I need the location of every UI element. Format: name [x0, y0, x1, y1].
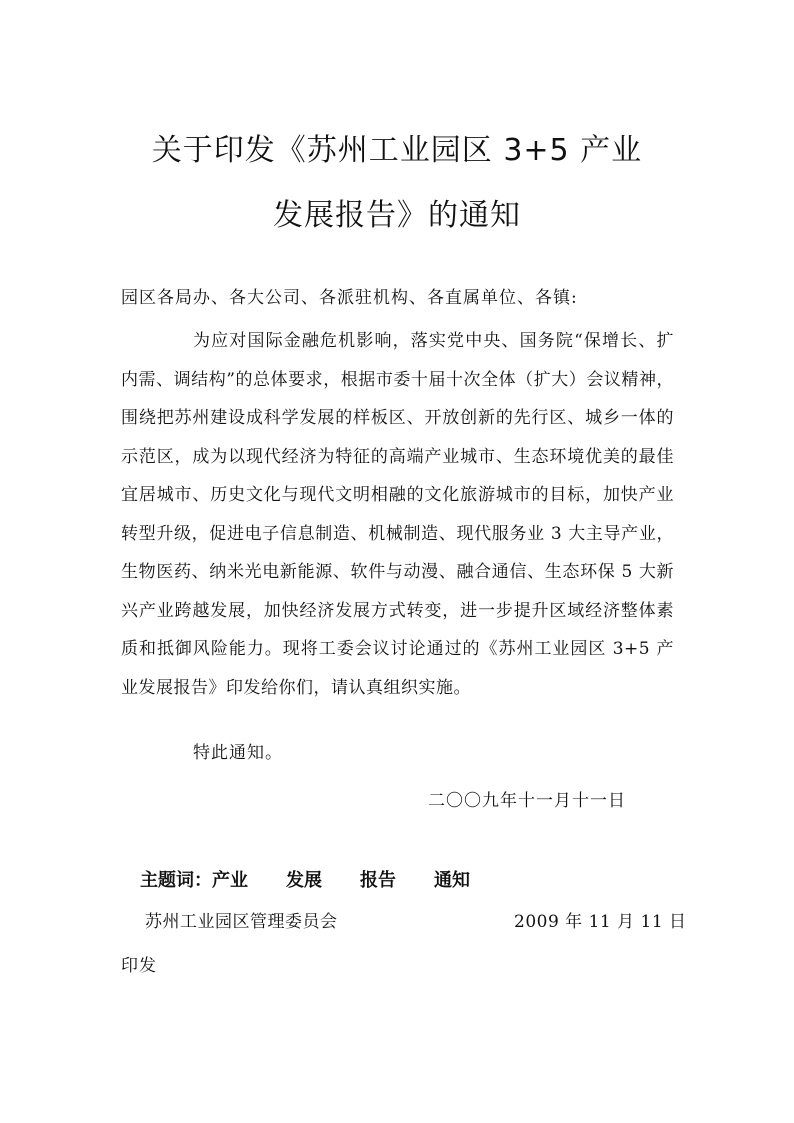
keyword: 报告	[360, 870, 396, 891]
keyword: 发展	[286, 870, 322, 891]
document-title-line-2: 发展报告》的通知	[273, 198, 521, 233]
issue-date: 2009 年 11 月 11 日	[514, 912, 687, 932]
keyword: 通知	[434, 870, 470, 891]
closing-remark: 特此通知。	[193, 743, 283, 763]
salutation: 园区各局办、各大公司、各派驻机构、各直属单位、各镇:	[121, 288, 578, 308]
subject-keywords	[140, 866, 508, 892]
keywords-label: 主题词：	[140, 870, 212, 891]
keyword: 产业	[212, 870, 248, 891]
issuing-organization: 苏州工业园区管理委员会	[145, 912, 338, 932]
body-paragraph: 为应对国际金融危机影响，落实党中央、国务院“保增长、扩内需、调结构”的总体要求，根据市委十届十次全体（扩大）会议精神，围绕把苏州建设成科学发展的样板区、开放创新的先行区、城乡一体的示范区，成为以现代经济为特征的高端产业城市、生态环境优美的最佳宜居城市、历史文化与现代文明相融的文化旅游城市的目标，加快产业转型升级，促进电子信息制造、机械制造、现代服务业 3 大主导产业，生物医药、纳米光电新能源、软件与动漫、融合通信、生态环保 5 大新兴产业跨越发展，加快经济发展方式转变，进一步提升区域经济整体素质和抵御风险能力。现将工委会议讨论通过的《苏州工业园区 3+5 产业发展报告》印发给你们，请认真组织实施。	[121, 331, 674, 698]
issue-suffix: 印发	[121, 956, 157, 976]
signature-date: 二〇〇九年十一月十一日	[428, 791, 626, 811]
document-title-line-1: 关于印发《苏州工业园区 3+5 产业	[151, 133, 643, 168]
